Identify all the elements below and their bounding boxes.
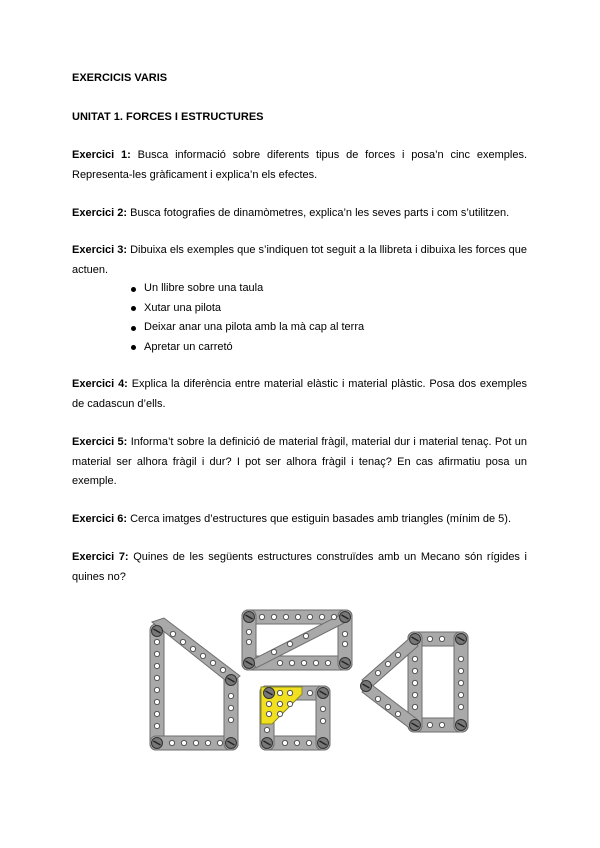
list-item: Xutar una pilota: [72, 299, 364, 319]
exercise-5: [72, 433, 527, 492]
mecano-trapezoid: [150, 618, 240, 750]
exercise-7-text: Quines de les següents estructures construïdes amb un Mecano són rígides i quines no?: [72, 551, 527, 583]
exercise-1-label: Exercici 1:: [72, 149, 131, 161]
mecano-triangle-rectangle: [361, 632, 469, 732]
bullet-icon: [131, 287, 136, 292]
exercise-6-text: Cerca imatges d’estructures que estiguin basades amb triangles (mínim de 5).: [127, 513, 512, 525]
bullet-icon: [131, 326, 136, 331]
unit-title: UNITAT 1. FORCES I ESTRUCTURES: [72, 111, 264, 123]
exercise-2-label: Exercici 2:: [72, 207, 128, 219]
list-item: Deixar anar una pilota amb la mà cap al terra: [72, 318, 364, 338]
mecano-gusset-square: [260, 686, 330, 750]
exercise-2-text: Busca fotografies de dinamòmetres, explica’n les seves parts i com s’utilitzen.: [127, 207, 510, 219]
exercise-5-label: Exercici 5:: [72, 436, 128, 448]
mecano-structures-figure: [140, 604, 480, 764]
exercise-4-label: Exercici 4:: [72, 378, 128, 390]
exercise-7-label: Exercici 7:: [72, 551, 129, 563]
exercise-4-text: Explica la diferència entre material elàstic i material plàstic. Posa dos exemples de cadascun d’ells.: [72, 378, 528, 410]
exercise-7: [72, 548, 527, 587]
exercise-3: [72, 241, 527, 280]
bullet-icon: [131, 345, 136, 350]
mecano-braced-rectangle: [242, 610, 352, 670]
exercise-3-label: Exercici 3:: [72, 244, 128, 256]
list-item: Un llibre sobre una taula: [72, 279, 364, 299]
exercise-5-text: Informa’t sobre la definició de material fràgil, material dur i material tenaç. Pot un material ser alhora fràgil i dur? I pot ser alhora fràgil i tenaç? En cas afirmatiu posa un exemple.: [72, 436, 527, 487]
exercise-3-list: [72, 279, 364, 357]
exercise-6-label: Exercici 6:: [72, 513, 128, 525]
exercise-1: [72, 146, 527, 185]
exercise-6: [72, 510, 527, 530]
exercise-2: [72, 204, 527, 224]
exercise-3-text: Dibuixa els exemples que s’indiquen tot seguit a la llibreta i dibuixa les forces que actuen.: [72, 244, 527, 276]
list-item: Apretar un carretó: [72, 338, 364, 358]
document-title: EXERCICIS VARIS: [72, 72, 168, 84]
exercise-4: [72, 375, 527, 414]
bullet-icon: [131, 306, 136, 311]
exercise-1-text: Busca informació sobre diferents tipus de forces i posa’n cinc exemples. Representa-les gràficament i explica’n els efectes.: [72, 149, 527, 181]
